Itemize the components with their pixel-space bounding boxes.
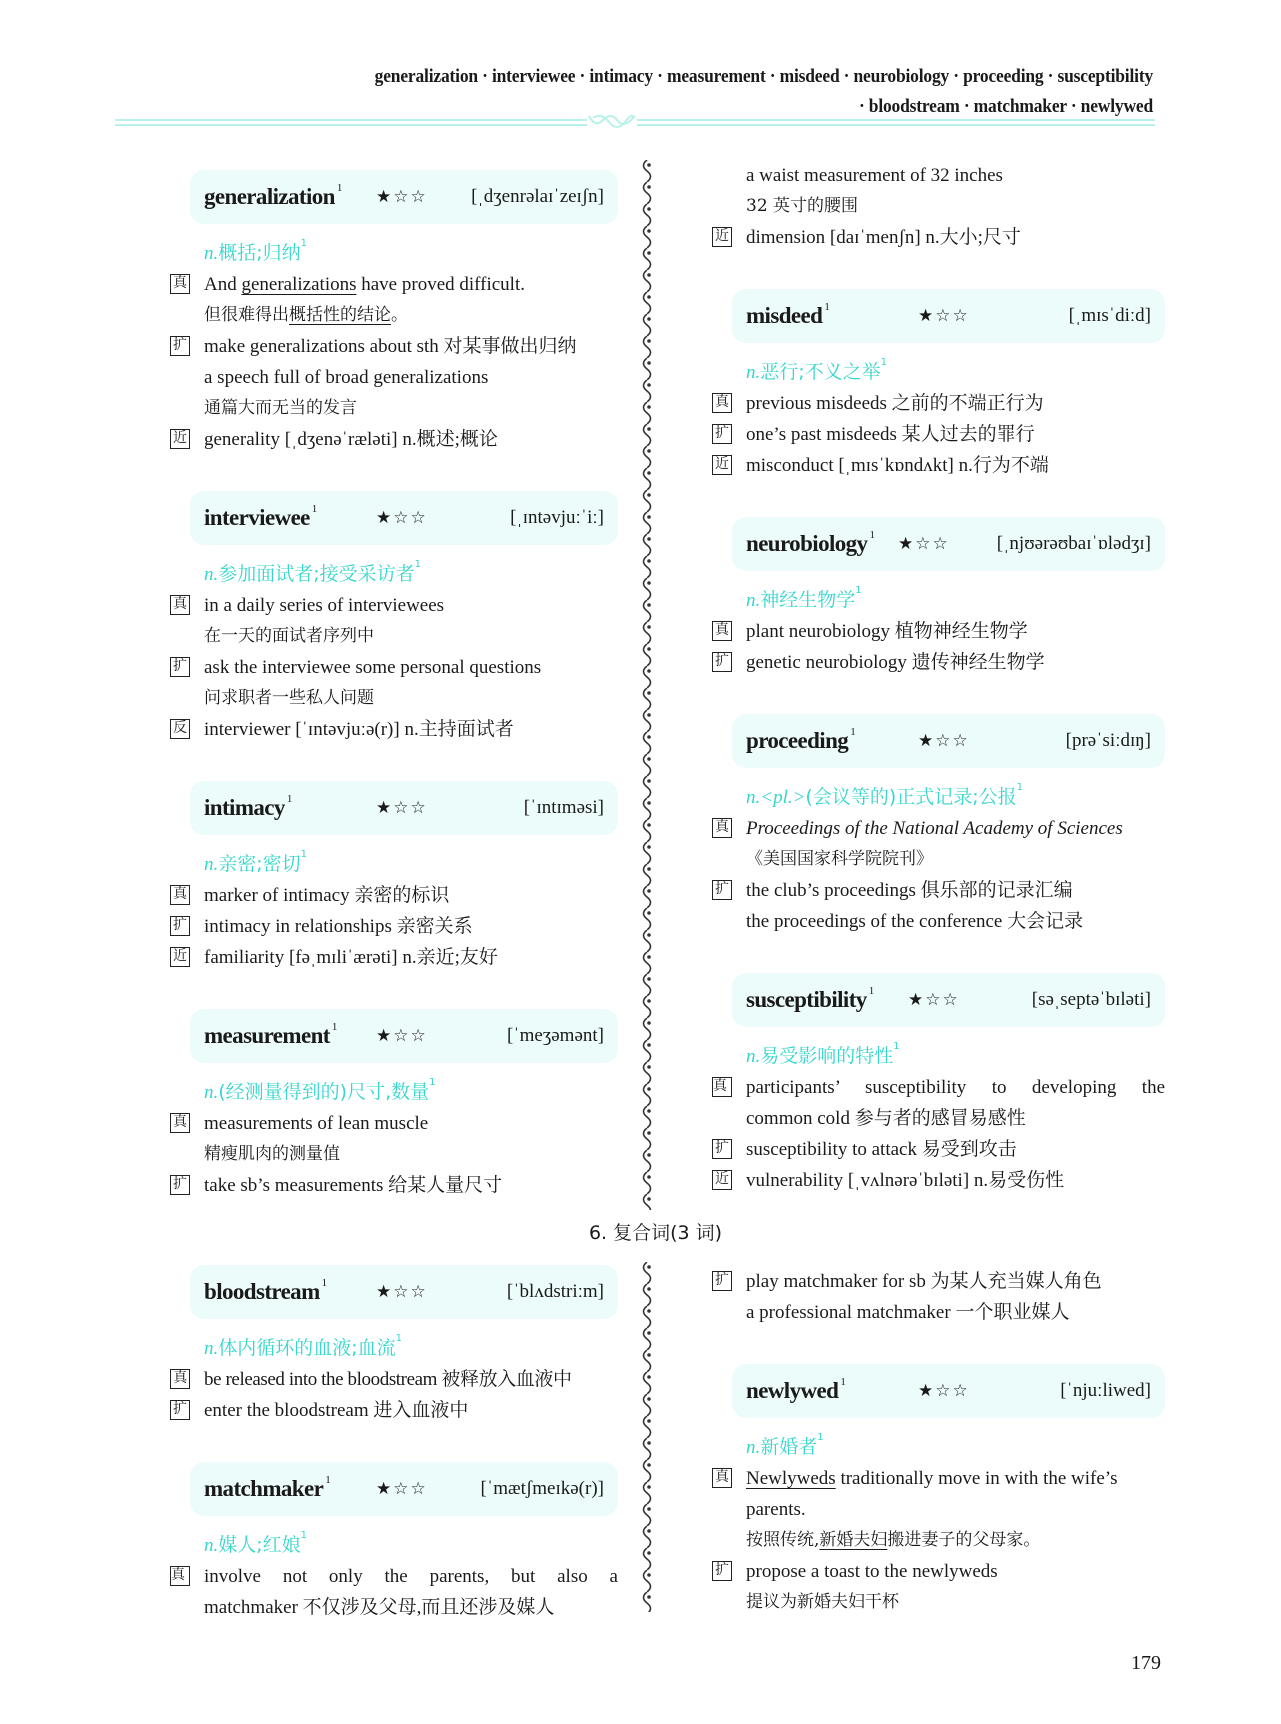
entry-generalization [168, 170, 618, 455]
entry-matchmaker [168, 1462, 618, 1623]
synonym: 近 misconduct [ˌmɪsˈkɒndʌkt] n.行为不端 [710, 450, 1165, 481]
tag-real-icon: 真 [712, 818, 732, 838]
tag-extend-icon: 扩 [170, 916, 190, 936]
synonym: 近 vulnerability [ˌvʌlnərəˈbɪləti] n.易受伤性 [710, 1165, 1165, 1196]
definition: n.<pl.>(会议等的)正式记录;公报$^1$ [746, 782, 1024, 808]
tag-extend-icon: 扩 [170, 336, 190, 356]
entry-header [732, 517, 1165, 571]
right-column-bottom [710, 1266, 1165, 1618]
tag-real-icon: 真 [170, 595, 190, 615]
phonetic: [ˈɪntɪməsi] [523, 797, 604, 818]
example-real-continued: parents. [746, 1499, 806, 1520]
column-divider-top [636, 160, 658, 1210]
tag-near-icon: 近 [712, 227, 732, 247]
tag-near-icon: 近 [712, 455, 732, 475]
definition: n.恶行;不义之举$^1$ [746, 357, 888, 383]
example-real: 真 plant neurobiology 植物神经生物学 [710, 616, 1165, 647]
definition: n.新婚者$^1$ [746, 1432, 824, 1458]
example-real: 真 participants’ susceptibility to developing the [713, 1077, 1165, 1098]
example-extend: 扩 ask the interviewee some personal questions [168, 652, 618, 683]
headword: interviewee $^1$ [204, 503, 317, 530]
star-rating-icon: ★☆☆ [918, 306, 970, 325]
entry-header [732, 714, 1165, 768]
phonetic: [ˈmeʒəmənt] [506, 1025, 604, 1046]
left-column-top [168, 170, 618, 1201]
star-rating-icon: ★☆☆ [918, 1381, 970, 1400]
tag-real-icon: 真 [170, 1566, 190, 1586]
entry-header [732, 1364, 1165, 1418]
entry-bloodstream [168, 1265, 618, 1426]
headword: susceptibility $^1$ [746, 985, 874, 1012]
star-rating-icon: ★☆☆ [918, 731, 970, 750]
synonym: 近 dimension [daɪˈmenʃn] n.大小;尺寸 [710, 222, 1165, 253]
entry-header [190, 491, 618, 545]
entry-neurobiology [710, 517, 1165, 678]
example-extend: 扩 susceptibility to attack 易受到攻击 [710, 1134, 1165, 1165]
entry-header [732, 973, 1165, 1027]
example-extend: 扩 intimacy in relationships 亲密关系 [168, 911, 618, 942]
antonym: 反 interviewer [ˈɪntəvjuːə(r)] n.主持面试者 [168, 714, 618, 745]
tag-extend-icon: 扩 [170, 657, 190, 677]
entry-misdeed [710, 289, 1165, 481]
entry-header [190, 1462, 618, 1516]
entry-susceptibility [710, 973, 1165, 1196]
tag-real-icon: 真 [170, 1113, 190, 1133]
tag-real-icon: 真 [712, 393, 732, 413]
definition: n.媒人;红娘$^1$ [204, 1530, 308, 1556]
headword: intimacy $^1$ [204, 793, 292, 820]
star-rating-icon: ★☆☆ [908, 990, 960, 1009]
entry-interviewee [168, 491, 618, 745]
left-column-bottom [168, 1265, 618, 1623]
headword: misdeed $^1$ [746, 301, 830, 328]
running-head [375, 62, 1153, 122]
synonym: 近 generality [ˌdʒenəˈræləti] n.概述;概论 [168, 424, 618, 455]
entry-newlywed [710, 1364, 1165, 1618]
example-real: 真 previous misdeeds 之前的不端正行为 [710, 388, 1165, 419]
example-extend-2: the proceedings of the conference 大会记录 [746, 911, 1084, 932]
star-rating-icon: ★☆☆ [898, 534, 950, 553]
entry-header [190, 170, 618, 224]
example-extend: 扩 enter the bloodstream 进入血液中 [168, 1395, 618, 1426]
example-extend-2: a professional matchmaker 一个职业媒人 [746, 1302, 1070, 1323]
example-real: 真 Proceedings of the National Academy of Sciences [710, 813, 1165, 844]
entry-header [190, 781, 618, 835]
example-extend-2: a waist measurement of 32 inches [746, 165, 1003, 186]
tag-extend-icon: 扩 [712, 1139, 732, 1159]
tag-extend-icon: 扩 [712, 1271, 732, 1291]
tag-real-icon: 真 [170, 885, 190, 905]
tag-near-icon: 近 [170, 429, 190, 449]
star-rating-icon: ★☆☆ [376, 798, 428, 817]
example-extend-2-translation: 通篇大而无当的发言 [204, 398, 357, 418]
definition: n.神经生物学$^1$ [746, 585, 862, 611]
tag-anti-icon: 反 [170, 719, 190, 739]
example-extend: 扩 propose a toast to the newlyweds [710, 1556, 1165, 1587]
example-real: 真 in a daily series of interviewees [168, 590, 618, 621]
tag-extend-icon: 扩 [712, 424, 732, 444]
example-real: 真 And generalizations have proved difficult. [168, 269, 618, 300]
headword: proceeding $^1$ [746, 726, 856, 753]
definition: n.体内循环的血液;血流$^1$ [204, 1333, 403, 1359]
entry-proceeding [710, 714, 1165, 937]
running-head-line1: generalization · interviewee · intimacy · measurement · misdeed · neurobiology · proceeding · susceptibility [374, 66, 1153, 87]
column-divider-bottom [636, 1262, 658, 1612]
tag-extend-icon: 扩 [170, 1400, 190, 1420]
entry-intimacy [168, 781, 618, 973]
headword: matchmaker $^1$ [204, 1474, 331, 1501]
tag-real-icon: 真 [170, 274, 190, 294]
definition: n.(经测量得到的)尺寸,数量$^1$ [204, 1077, 436, 1103]
example-real: 真 be released into the bloodstream 被释放入血液中 [168, 1364, 618, 1395]
right-column-top [710, 160, 1165, 1196]
star-rating-icon: ★☆☆ [376, 508, 428, 527]
phonetic: [ˈnjuːliwed] [1060, 1380, 1151, 1401]
entry-measurement [168, 1009, 618, 1201]
tag-real-icon: 真 [712, 1077, 732, 1097]
example-extend-translation: 问求职者一些私人问题 [204, 688, 374, 708]
headword: measurement $^1$ [204, 1021, 337, 1048]
phonetic: [ˈmætʃmeɪkə(r)] [480, 1478, 604, 1499]
example-extend-translation: 提议为新婚夫妇干杯 [746, 1592, 899, 1612]
star-rating-icon: ★☆☆ [376, 1026, 428, 1045]
phonetic: [ˌmɪsˈdiːd] [1068, 305, 1151, 326]
example-real: 真 Newlyweds traditionally move in with the wife’s [710, 1463, 1165, 1494]
example-real-continued: matchmaker 不仅涉及父母,而且还涉及媒人 [204, 1597, 555, 1618]
phonetic: [ˌdʒenrəlaɪˈzeɪʃn] [471, 186, 604, 207]
phonetic: [ˌnjʊərəʊbaɪˈɒlədʒɪ] [996, 533, 1151, 554]
example-real-continued: common cold 参与者的感冒易感性 [746, 1108, 1026, 1129]
phonetic: [ˈblʌdstriːm] [506, 1281, 604, 1302]
headword: neurobiology $^1$ [746, 529, 875, 556]
example-extend: 扩 genetic neurobiology 遗传神经生物学 [710, 647, 1165, 678]
example-extend-2-translation: 32 英寸的腰围 [746, 196, 859, 216]
page-number: 179 [1131, 1652, 1161, 1674]
entry-header [190, 1265, 618, 1319]
example-real-translation: 精瘦肌肉的测量值 [204, 1144, 340, 1164]
running-head-line2: · bloodstream · matchmaker · newlywed [858, 96, 1153, 117]
tag-extend-icon: 扩 [712, 652, 732, 672]
headword: newlywed $^1$ [746, 1376, 846, 1403]
ornament-icon [587, 112, 637, 130]
tag-real-icon: 真 [170, 1369, 190, 1389]
tag-near-icon: 近 [170, 947, 190, 967]
example-extend-2: a speech full of broad generalizations [204, 367, 489, 388]
definition: n.参加面试者;接受采访者$^1$ [204, 559, 422, 585]
section-title: 6. 复合词(3 词) [588, 1222, 723, 1244]
phonetic: [prəˈsiːdɪŋ] [1065, 730, 1151, 751]
tag-extend-icon: 扩 [712, 880, 732, 900]
tag-real-icon: 真 [712, 1468, 732, 1488]
example-extend: 扩 the club’s proceedings 俱乐部的记录汇编 [710, 875, 1165, 906]
phonetic: [səˌseptəˈbɪləti] [1031, 989, 1151, 1010]
headword: bloodstream $^1$ [204, 1277, 327, 1304]
example-extend: 扩 play matchmaker for sb 为某人充当媒人角色 [710, 1266, 1165, 1297]
tag-extend-icon: 扩 [170, 1175, 190, 1195]
example-real-translation: 在一天的面试者序列中 [204, 626, 374, 646]
example-real: 真 measurements of lean muscle [168, 1108, 618, 1139]
definition: n.概括;归纳$^1$ [204, 238, 308, 264]
example-real: 真 marker of intimacy 亲密的标识 [168, 880, 618, 911]
entry-header [190, 1009, 618, 1063]
headword: generalization $^1$ [204, 182, 342, 209]
example-real-translation: 按照传统,新婚夫妇搬进妻子的父母家。 [746, 1530, 1041, 1550]
example-real-translation: 《美国国家科学院院刊》 [746, 849, 933, 869]
phonetic: [ˌɪntəvjuːˈiː] [510, 507, 604, 528]
tag-real-icon: 真 [712, 621, 732, 641]
star-rating-icon: ★☆☆ [376, 1282, 428, 1301]
example-extend: 扩 one’s past misdeeds 某人过去的罪行 [710, 419, 1165, 450]
example-real: 真 involve not only the parents, but also a [171, 1566, 618, 1587]
example-extend: 扩 take sb’s measurements 给某人量尺寸 [168, 1170, 618, 1201]
example-extend: 扩 make generalizations about sth 对某事做出归纳 [168, 331, 618, 362]
tag-near-icon: 近 [712, 1170, 732, 1190]
star-rating-icon: ★☆☆ [376, 187, 428, 206]
definition: n.易受影响的特性$^1$ [746, 1041, 900, 1067]
star-rating-icon: ★☆☆ [376, 1479, 428, 1498]
entry-header [732, 289, 1165, 343]
tag-extend-icon: 扩 [712, 1561, 732, 1581]
example-real-translation: 但很难得出概括性的结论。 [204, 305, 408, 325]
definition: n.亲密;密切$^1$ [204, 849, 308, 875]
header-divider [115, 116, 1155, 128]
synonym: 近 familiarity [fəˌmɪliˈærəti] n.亲近;友好 [168, 942, 618, 973]
